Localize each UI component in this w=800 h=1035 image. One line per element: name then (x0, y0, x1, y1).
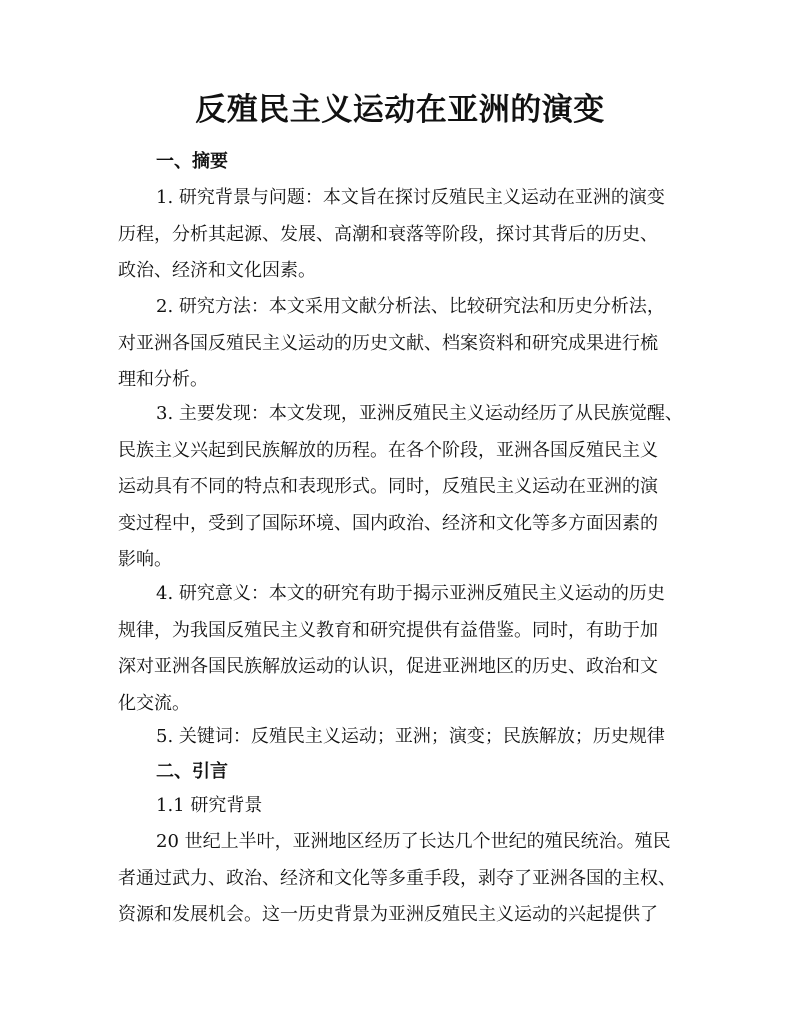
document-title: 反殖民主义运动在亚洲的演变 (195, 92, 605, 128)
abstract-p3-line-4: 变过程中，受到了国际环境、国内政治、经济和文化等多方面因素的 (118, 512, 658, 534)
abstract-p3-line-2: 民族主义兴起到民族解放的历程。在各个阶段，亚洲各国反殖民主义 (118, 439, 658, 461)
abstract-paragraph-4 (118, 576, 683, 722)
abstract-paragraph-1 (118, 180, 683, 290)
abstract-p1-line-1: 1. 研究背景与问题：本文旨在探讨反殖民主义运动在亚洲的演变 (156, 187, 665, 208)
abstract-p4-line-1: 4. 研究意义：本文的研究有助于揭示亚洲反殖民主义运动的历史 (156, 583, 665, 604)
subsection-heading-background: 1.1 研究背景 (156, 795, 263, 816)
abstract-p5-line-1: 5. 关键词：反殖民主义运动；亚洲；演变；民族解放；历史规律 (156, 726, 665, 747)
abstract-paragraph-2 (118, 289, 683, 399)
intro-paragraph-1 (118, 824, 683, 934)
abstract-p4-line-3: 深对亚洲各国民族解放运动的认识，促进亚洲地区的历史、政治和文 (118, 656, 658, 677)
abstract-paragraph-3 (118, 396, 683, 579)
abstract-p3-line-3: 运动具有不同的特点和表现形式。同时，反殖民主义运动在亚洲的演 (118, 476, 658, 497)
abstract-p2-line-3: 理和分析。 (118, 369, 208, 390)
intro-p1-line-2: 者通过武力、政治、经济和文化等多重手段，剥夺了亚洲各国的主权、 (118, 867, 676, 889)
abstract-p1-line-2: 历程，分析其起源、发展、高潮和衰落等阶段，探讨其背后的历史、 (118, 223, 658, 245)
abstract-p4-line-4: 化交流。 (118, 692, 190, 714)
section-heading-abstract: 一、摘要 (156, 151, 228, 172)
abstract-p2-line-1: 2. 研究方法：本文采用文献分析法、比较研究法和历史分析法， (156, 296, 665, 317)
abstract-p1-line-3: 政治、经济和文化因素。 (118, 260, 316, 281)
intro-p1-line-3: 资源和发展机会。这一历史背景为亚洲反殖民主义运动的兴起提供了 (118, 904, 658, 925)
abstract-p3-line-5: 影响。 (118, 549, 172, 570)
section-heading-intro: 二、引言 (156, 761, 228, 782)
abstract-p4-line-2: 规律，为我国反殖民主义教育和研究提供有益借鉴。同时，有助于加 (118, 619, 658, 641)
abstract-paragraph-5 (118, 719, 683, 756)
intro-p1-line-1: 20 世纪上半叶，亚洲地区经历了长达几个世纪的殖民统治。殖民 (156, 831, 671, 852)
abstract-p3-line-1: 3. 主要发现：本文发现，亚洲反殖民主义运动经历了从民族觉醒、 (156, 403, 683, 424)
abstract-p2-line-2: 对亚洲各国反殖民主义运动的历史文献、档案资料和研究成果进行梳 (118, 332, 658, 354)
